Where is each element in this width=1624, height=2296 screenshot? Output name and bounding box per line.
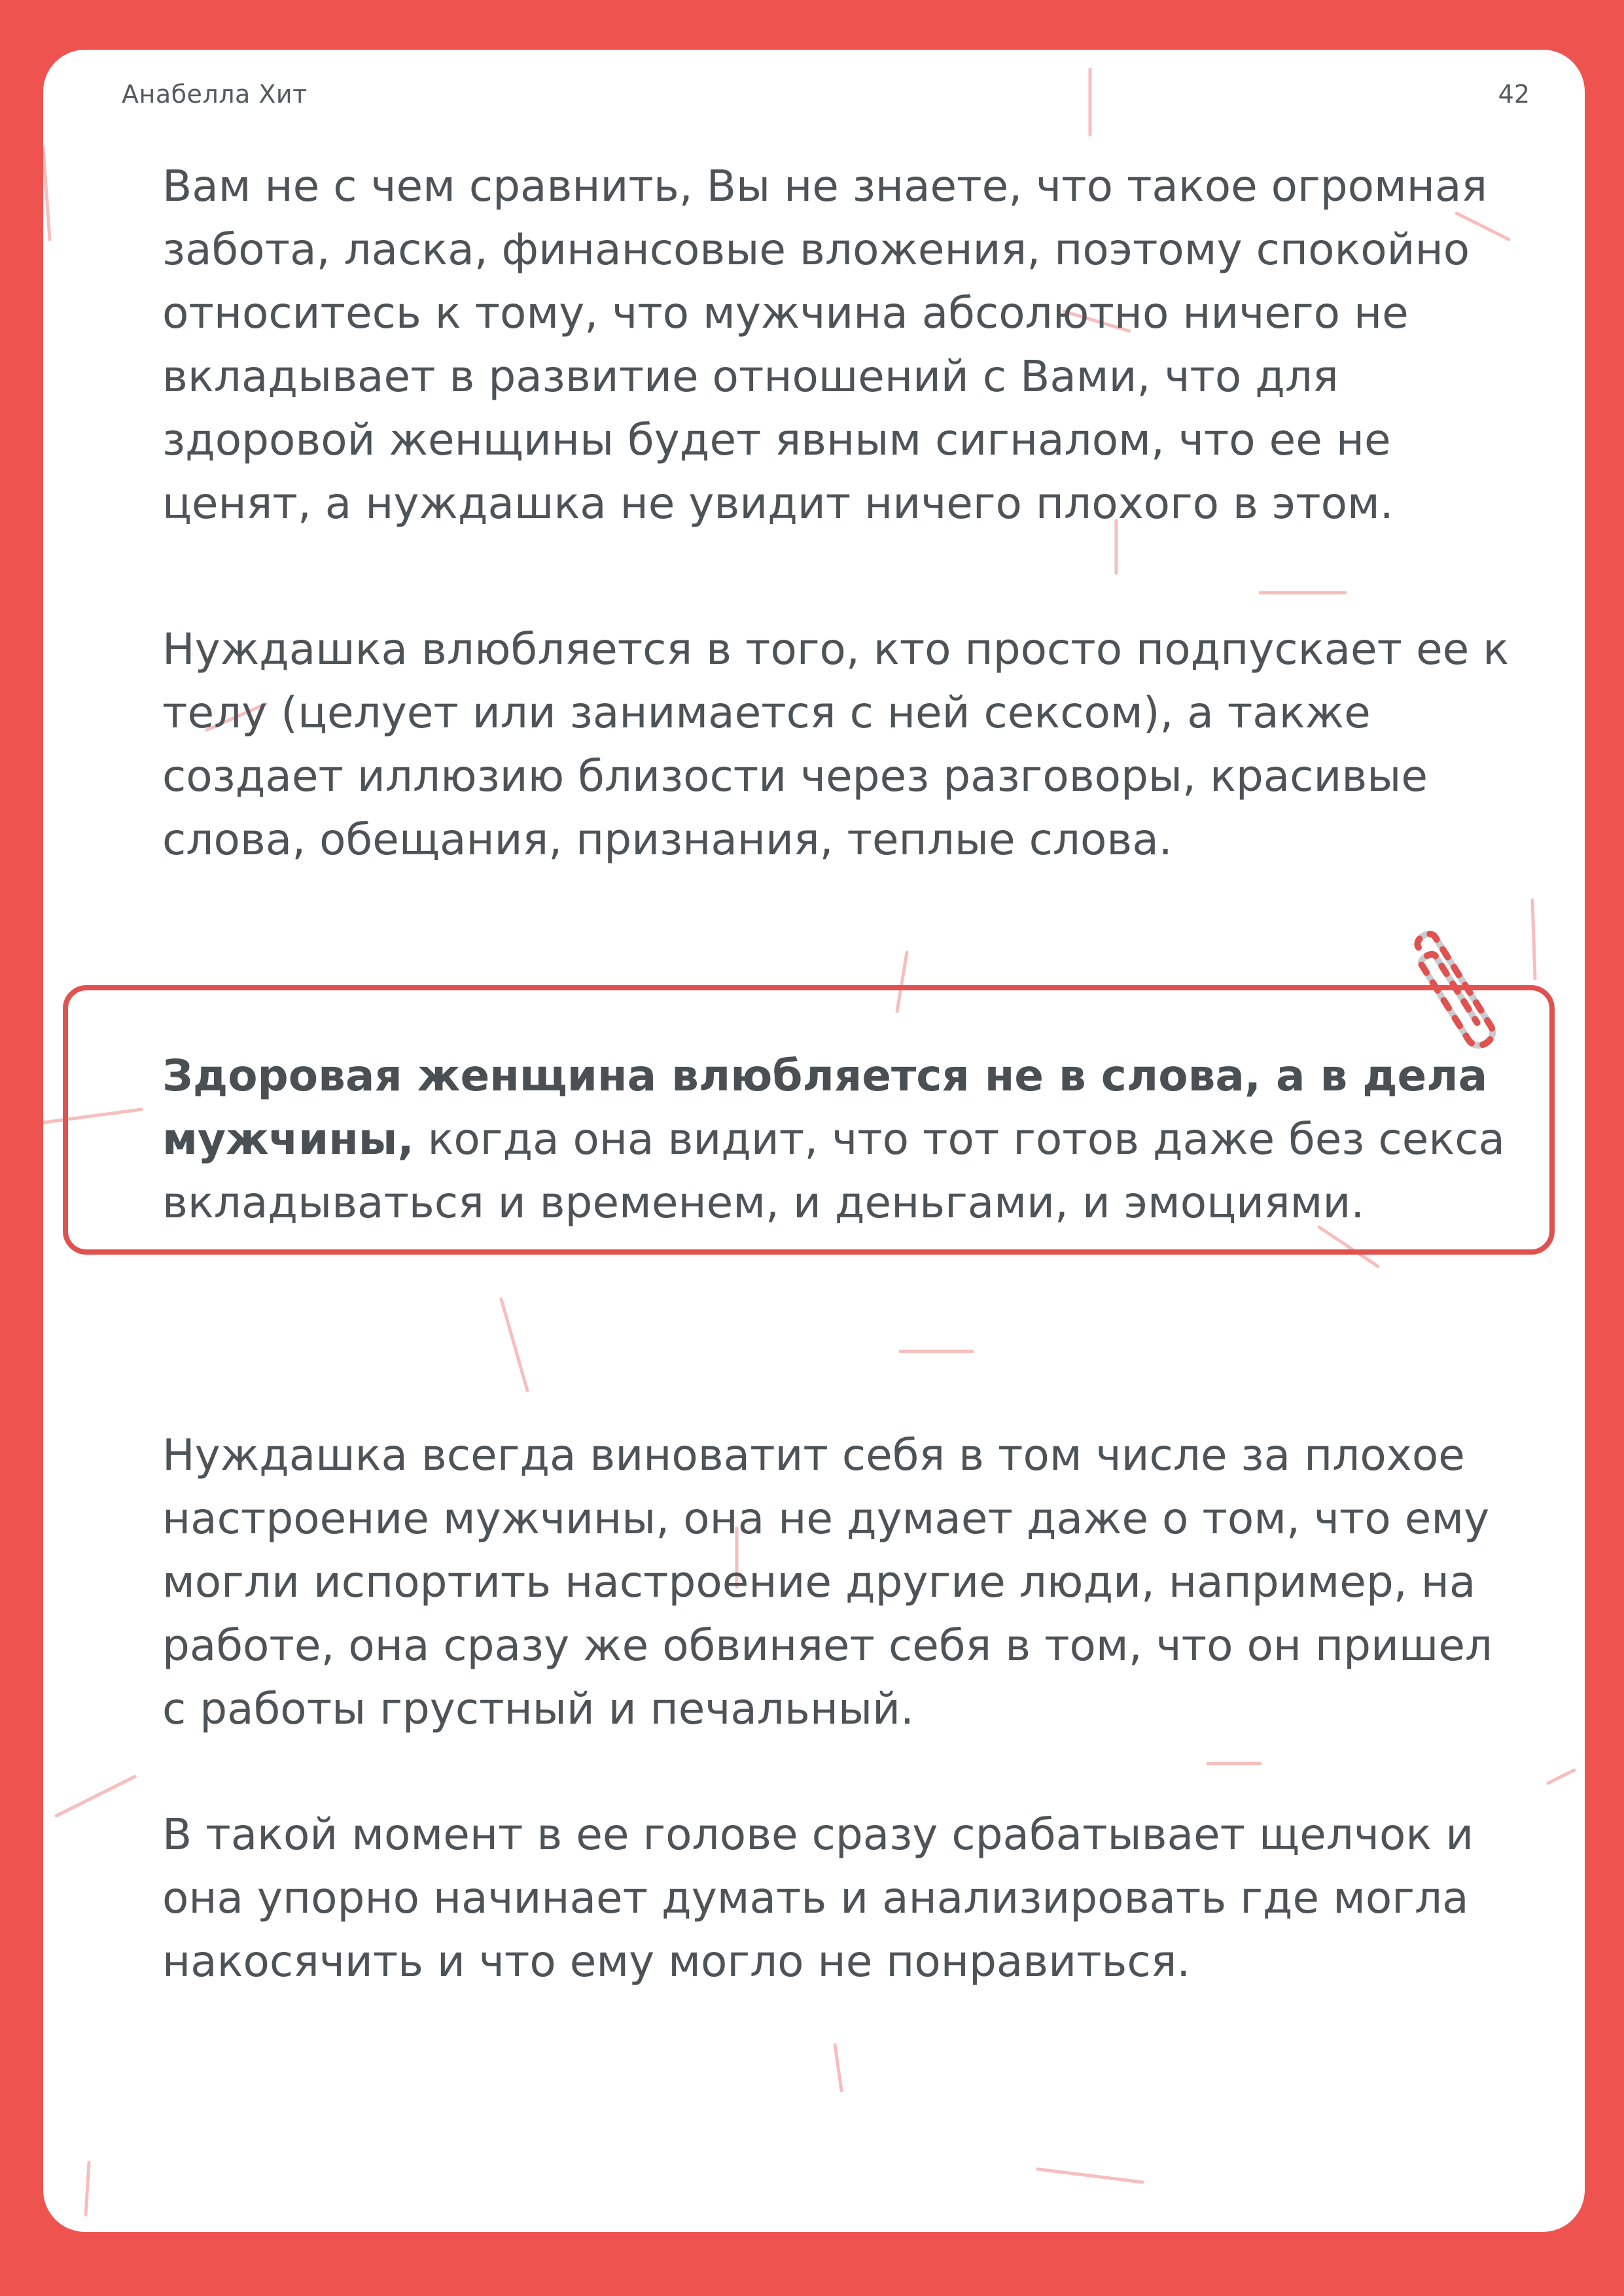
paragraph-2: [162, 617, 1556, 871]
text-line: настроение мужчины, она не думает даже о том, что ему: [162, 1493, 1490, 1544]
text-line: здоровой женщины будет явным сигналом, что ее не: [162, 415, 1391, 465]
text-line: слова, обещания, признания, теплые слова.: [162, 814, 1173, 865]
highlight-bold: Здоровая женщина влюбляется не в слова, а в дела: [162, 1051, 1488, 1101]
text-line: Вам не с чем сравнить, Вы не знаете, что такое огромная: [162, 161, 1488, 211]
highlight-line-1: [162, 1044, 1556, 1107]
text-line: создает иллюзию близости через разговоры, красивые: [162, 751, 1428, 801]
highlight-bold: мужчины,: [162, 1114, 414, 1164]
paragraph-3: [162, 1423, 1556, 1741]
text-line: могли испортить настроение другие люди, например, на: [162, 1557, 1476, 1607]
text-line: относитесь к тому, что мужчина абсолютно ничего не: [162, 288, 1409, 338]
highlight-line-3: вкладываться и временем, и деньгами, и эмоциями.: [162, 1177, 1365, 1228]
text-line: Нуждашка всегда виноватит себя в том числе за плохое: [162, 1430, 1465, 1480]
text-line: работе, она сразу же обвиняет себя в том, что он пришел: [162, 1620, 1493, 1671]
text-line: накосячить и что ему могло не понравиться.: [162, 1936, 1191, 1987]
text-line: с работы грустный и печальный.: [162, 1684, 915, 1734]
text-line: телу (целует или занимается с ней сексом), а также: [162, 687, 1371, 738]
text-line: забота, ласка, финансовые вложения, поэтому спокойно: [162, 224, 1470, 275]
text-line: вкладывает в развитие отношений с Вами, что для: [162, 351, 1339, 402]
paperclip-icon: [1404, 920, 1515, 1070]
page-number: 42: [1498, 80, 1530, 109]
paragraph-4: [162, 1803, 1556, 1993]
text-line: В такой момент в ее голове сразу срабатывает щелчок и: [162, 1809, 1474, 1860]
text-line: Нуждашка влюбляется в того, кто просто подпускает ее к: [162, 624, 1509, 674]
header-author: Анабелла Хит: [122, 80, 308, 109]
text-line: ценят, а нуждашка не увидит ничего плохого в этом.: [162, 478, 1394, 529]
highlight-rest: когда она видит, что тот готов даже без секса: [414, 1114, 1505, 1164]
highlight-line-2: [162, 1107, 1556, 1171]
highlight-text: [162, 1044, 1556, 1234]
text-line: она упорно начинает думать и анализировать где могла: [162, 1873, 1469, 1923]
book-page: [43, 50, 1585, 2232]
paragraph-1: [162, 154, 1556, 535]
